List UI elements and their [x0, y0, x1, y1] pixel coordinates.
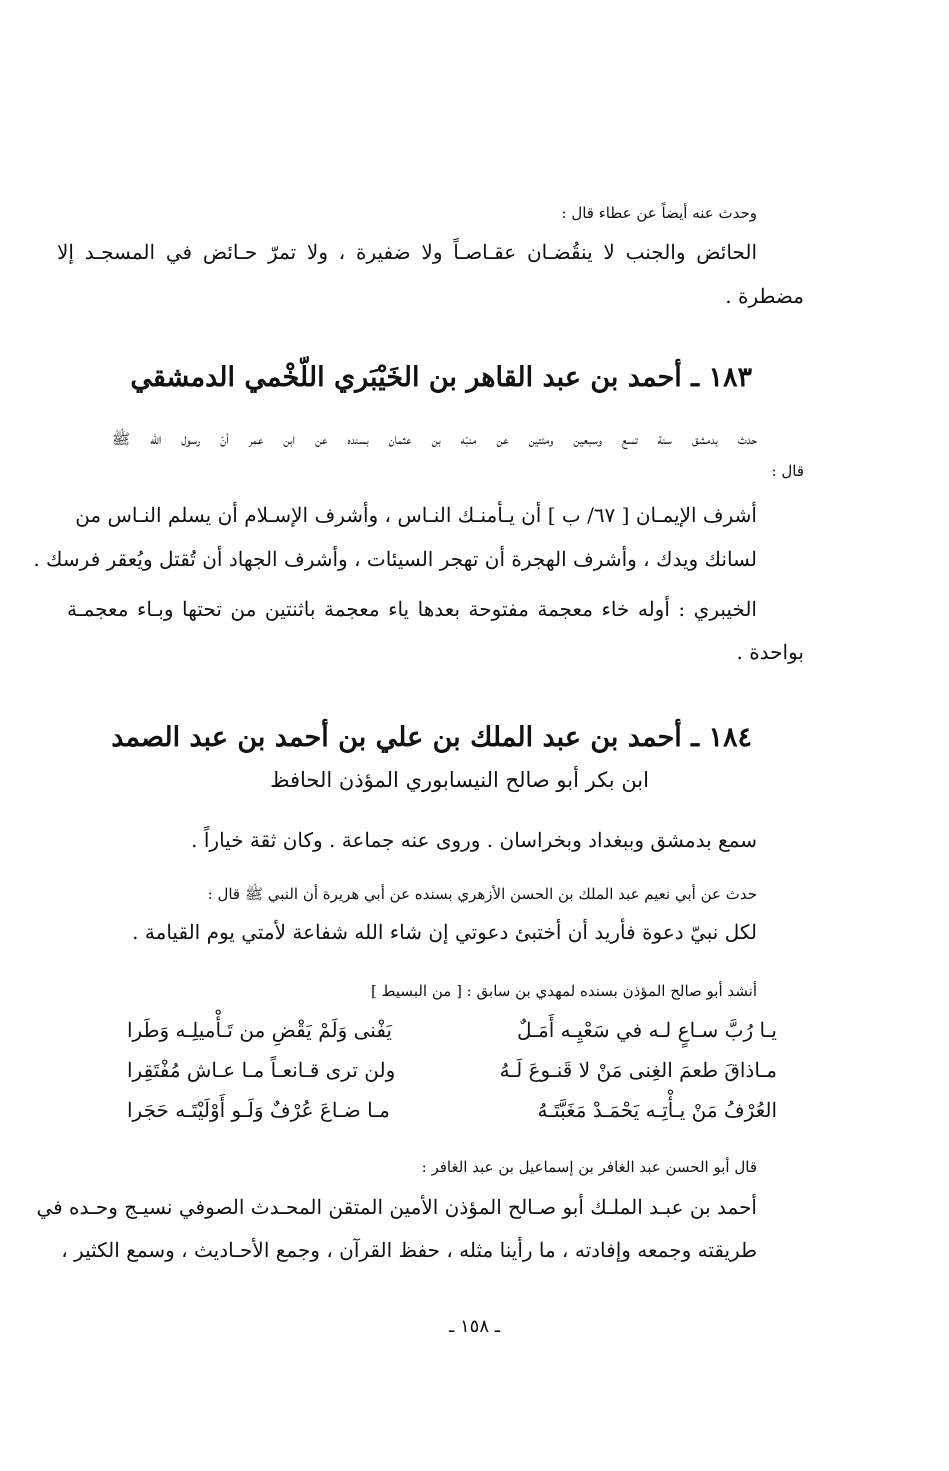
verse-hemistich-second: مـا ضـاعَ عُرْفٌ وَلَـو أَوْلَيْتَـه حَجَرا: [127, 1098, 390, 1122]
entry-heading-184: ١٨٤ ـ أحمد بن عبد الملك بن علي بن أحمد بن عبد الصمد: [111, 722, 752, 753]
poem-verse: [127, 1058, 777, 1088]
quote-intro: قال أبو الحسن عبد الغافر بن إسماعيل بن عبد الغافر :: [421, 1158, 757, 1176]
hadith-line: أشرف الإيمـان [ ٦٧/ ب ] أن يـأمنـك النـاس ، وأشرف الإسـلام أن يسلم النـاس من: [75, 503, 757, 527]
page-number: ـ ١٥٨ ـ: [448, 1316, 500, 1337]
isnad-line: قال :: [771, 462, 804, 480]
bio-line: سمع بدمشق وببغداد وبخراسان . وروى عنه جماعة . وكان ثقة خياراً .: [191, 828, 757, 852]
quote-line: طريقته وجمعه وإفادته ، ما رأينا مثله ، حفظ القرآن ، وجمع الأحـاديث ، وسمع الكثير ،: [61, 1238, 757, 1262]
isnad-line: حدث عن أبي نعيم عبد الملك بن الحسن الأزهري بسنده عن أبي هريرة أن النبي ﷺ قال :: [207, 885, 757, 903]
verse-hemistich-first: مـاذاقَ طعمَ الغِنى مَنْ لا قَنـوعَ لَـهُ: [499, 1058, 777, 1082]
verse-hemistich-first: يـا رُبَّ سـاعٍ لـه في سَعْيِـه أَمَـلٌ: [517, 1018, 777, 1042]
isnad-line: حدث بدمشق سنة تسع وسبعين ومئتين عن منبّه بن عثمان بسنده عن ابن عمر أنّ رسول الله ﷺ: [112, 430, 757, 448]
poem-verse: [127, 1098, 777, 1128]
poem-intro: أنشد أبو صالح المؤذن بسنده لمهدي بن سابق : [ من البسيط ]: [371, 982, 757, 1000]
note-line: الخيبري : أوله خاء معجمة مفتوحة بعدها ياء معجمة باثنتين من تحتها وبـاء معجمـة: [67, 597, 757, 621]
hadith-line: لسانك ويدك ، وأشرف الهجرة أن تهجر السيئات ، وأشرف الجهاد أن تُقتل ويُعقر فرسك .: [33, 547, 757, 571]
quote-line: أحمد بن عبـد الملـك أبو صـالح المؤذن الأمين المتقن المحـدث الصوفي نسيـج وحـده في: [36, 1195, 757, 1219]
hadith-line: الحائض والجنب لا ينقُضـان عقـاصـاً ولا ضفيرة ، ولا تمرّ حـائض في المسجـد إلا: [57, 240, 757, 264]
poem-verse: [127, 1018, 777, 1048]
hadith-line: مضطرة .: [725, 284, 804, 308]
verse-hemistich-second: ولن ترى قـانعـاً مـا عـاش مُفْتَقِرا: [127, 1058, 396, 1082]
hadith-line: لكل نبيّ دعوة فأريد أن أختبئ دعوتي إن شاء الله شفاعة لأمتي يوم القيامة .: [132, 920, 757, 944]
verse-hemistich-second: يَفْنى وَلَمْ يَقْضِ من تَـأْميلِـه وَطَرا: [127, 1018, 392, 1042]
section-intro: وحدث عنه أيضاً عن عطاء قال :: [561, 204, 757, 222]
verse-hemistich-first: العُرْفُ مَنْ يـأْتِـه يَحْمَـدْ مَغَبَّتَـهُ: [537, 1098, 777, 1122]
entry-heading-183: ١٨٣ ـ أحمد بن عبد القاهر بن الخَيْبَري اللّخْمي الدمشقي: [130, 362, 752, 393]
entry-subheading: ابن بكر أبو صالح النيسابوري المؤذن الحافظ: [270, 768, 649, 792]
note-line: بواحدة .: [736, 640, 804, 664]
